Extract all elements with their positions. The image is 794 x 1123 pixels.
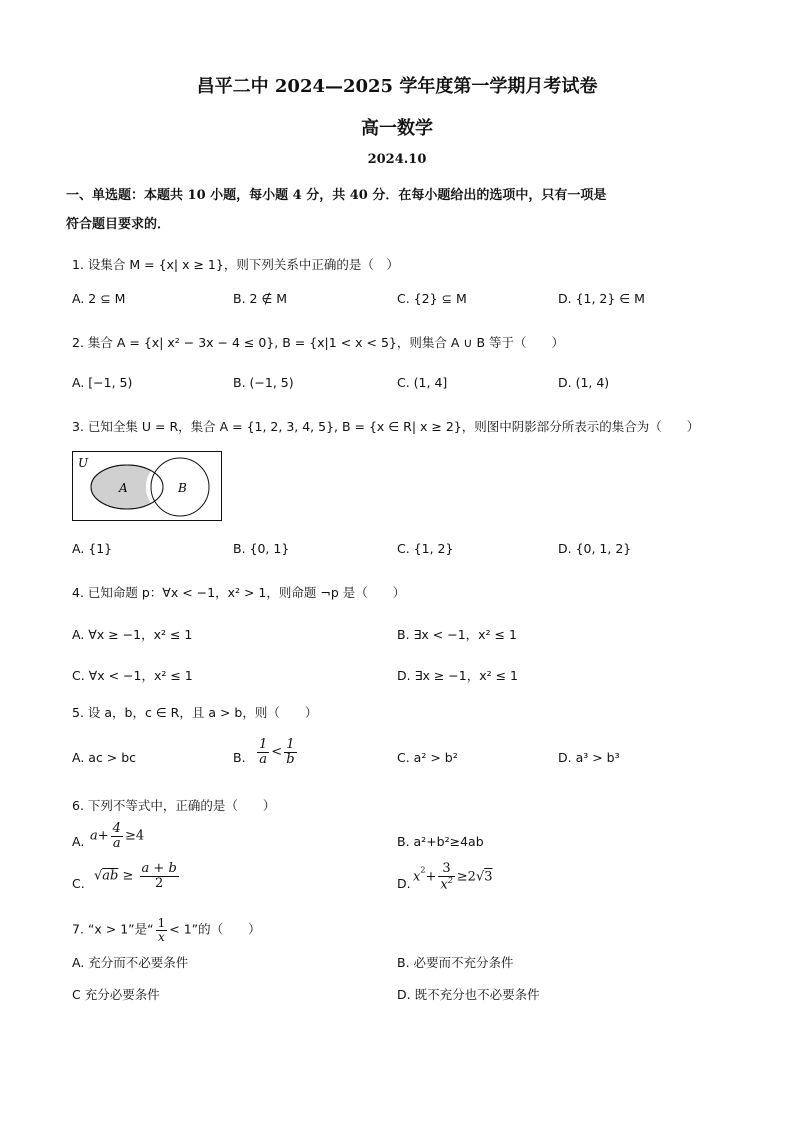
q2-option-c: C. (1, 4] [397, 375, 448, 390]
q5-option-d: D. a³ > b³ [558, 750, 620, 765]
q7-stem-head: 7. “x > 1”是“ [72, 921, 154, 937]
q3-option-a: A. {1} [72, 541, 113, 556]
q6-option-c [72, 876, 85, 891]
q5-option-c: C. a² > b² [397, 750, 458, 765]
section-heading-line1: 一、单选题：本题共 10 小题，每小题 4 分，共 40 分．在每小题给出的选项中，只有一项是 [66, 188, 607, 203]
q1-option-c: C. {2} ⊆ M [397, 291, 467, 306]
q6-option-a-math: a+ $\frac{4}{a}$ ≥4 [90, 821, 145, 851]
q6-option-c-math: √ab ≥ $\frac{a + b}{2}$ [94, 861, 177, 891]
q2-option-d: D. (1, 4) [558, 375, 610, 390]
q7-option-d: D. 既不充分也不必要条件 [397, 987, 540, 1002]
q7-stem-tail: ”的（ ） [191, 921, 261, 937]
venn-label-a: A [119, 481, 128, 495]
q4-option-c: C. ∀x < −1，x² ≤ 1 [72, 668, 193, 683]
venn-label-b: B [178, 481, 187, 495]
q6-option-b: B. a²+b²≥4ab [397, 834, 484, 849]
question-5-stem: 5. 设 a，b，c ∈ R，且 a > b，则（ ） [72, 705, 318, 720]
q6-option-a [72, 834, 84, 849]
q5-option-b-label: B. [233, 750, 246, 765]
question-4-stem: 4. 已知命题 p：∀x < −1，x² > 1，则命题 ¬p 是（ ） [72, 585, 406, 600]
q7-option-a: A. 充分而不必要条件 [72, 955, 189, 970]
q7-option-b: B. 必要而不充分条件 [397, 955, 514, 970]
section-heading-line2: 符合题目要求的． [66, 217, 171, 232]
venn-label-u: U [78, 456, 89, 470]
question-3-stem: 3. 已知全集 U = R，集合 A = {1, 2, 3, 4, 5}, B = {x ∈ R| x ≥ 2}，则图中阴影部分所表示的集合为（ ） [72, 419, 700, 434]
exam-subject: 高一数学 [361, 118, 433, 139]
q6-option-c-label: C. [72, 876, 85, 891]
q5-option-b [233, 750, 246, 765]
q2-option-b: B. (−1, 5) [233, 375, 294, 390]
exam-date: 2024.10 [367, 152, 427, 167]
q7-stem-math: < 1 [169, 921, 192, 937]
q3-option-b: B. {0, 1} [233, 541, 290, 556]
q6-option-d-math: $x^2+$ $\frac{3}{x^2}$ ≥2√3 [413, 861, 493, 892]
question-2-stem: 2. 集合 A = {x| x² − 3x − 4 ≤ 0}, B = {x|1 < x < 5}，则集合 A ∪ B 等于（ ） [72, 335, 565, 350]
q5-option-b-math: $\frac{1}{a}$ < $\frac{1}{b}$ [259, 737, 295, 767]
q3-option-c: C. {1, 2} [397, 541, 454, 556]
q4-option-a: A. ∀x ≥ −1，x² ≤ 1 [72, 627, 193, 642]
q1-option-b: B. 2 ∉ M [233, 291, 288, 306]
q4-option-b: B. ∃x < −1，x² ≤ 1 [397, 627, 517, 642]
question-6-stem: 6. 下列不等式中，正确的是（ ） [72, 798, 276, 813]
q1-option-a: A. 2 ⊆ M [72, 291, 126, 306]
question-1-stem: 1. 设集合 M = {x| x ≥ 1}，则下列关系中正确的是（ ） [72, 257, 399, 272]
q1-option-d: D. {1, 2} ∈ M [558, 291, 645, 306]
q6-option-a-label: A. [72, 834, 85, 849]
question-7-stem: 7. “x > 1”是“ $\frac{1}{x}$ < 1”的（ ） [72, 916, 261, 944]
q3-option-d: D. {0, 1, 2} [558, 541, 632, 556]
q6-option-d [397, 876, 411, 891]
q2-option-a: A. [−1, 5) [72, 375, 133, 390]
exam-title: 昌平二中 2024—2025 学年度第一学期月考试卷 [196, 76, 598, 97]
q5-option-a: A. ac > bc [72, 750, 137, 765]
q4-option-d: D. ∃x ≥ −1，x² ≤ 1 [397, 668, 518, 683]
q7-option-c: C 充分必要条件 [72, 987, 160, 1002]
q6-option-d-label: D. [397, 876, 411, 891]
venn-diagram [72, 451, 222, 521]
